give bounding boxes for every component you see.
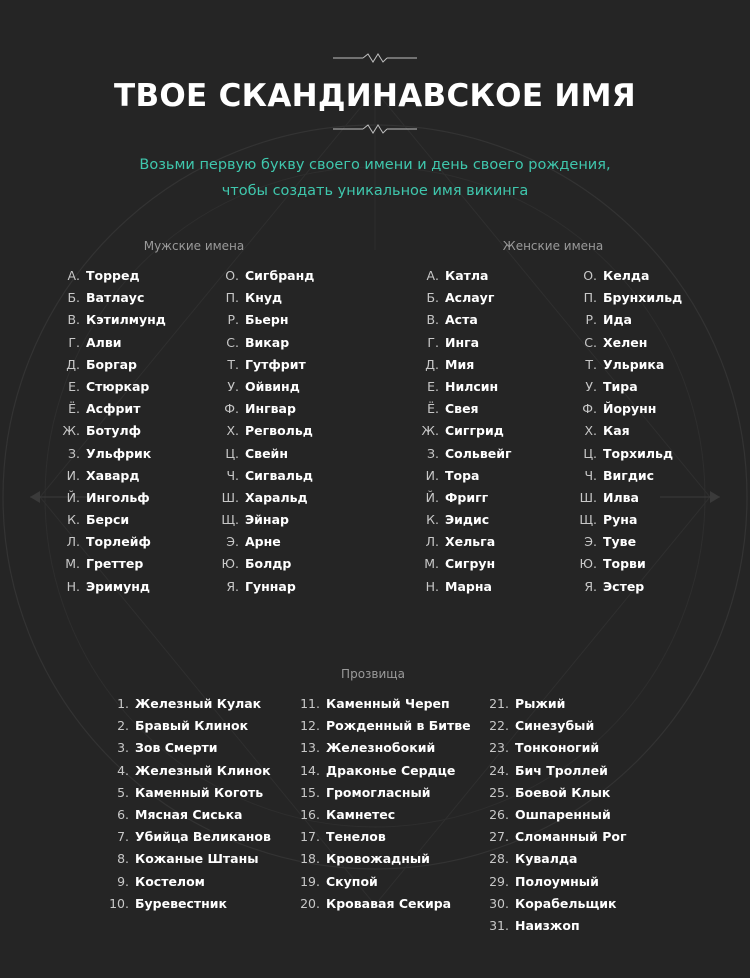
list-item: [575, 265, 682, 287]
item-name: Сиггрид: [445, 423, 504, 439]
item-name: Свейн: [245, 445, 288, 461]
item-name: Торви: [603, 556, 646, 572]
item-marker: Ц.: [583, 445, 597, 461]
item-name: Скупой: [326, 873, 378, 889]
list-item: [417, 398, 512, 420]
item-marker: Л.: [66, 534, 80, 550]
male-names-column-2: [217, 265, 314, 598]
list-item: [292, 826, 471, 848]
item-marker: 17.: [300, 829, 320, 845]
list-item: [575, 576, 682, 598]
item-name: Ватлаус: [86, 290, 145, 306]
list-item: [481, 782, 627, 804]
item-marker: Ё.: [68, 401, 80, 417]
item-marker: К.: [426, 512, 439, 528]
item-marker: Н.: [425, 578, 439, 594]
item-marker: 24.: [489, 762, 509, 778]
item-marker: 1.: [117, 696, 129, 711]
item-marker: Ю.: [221, 556, 239, 572]
item-marker: 16.: [300, 806, 320, 822]
list-item: [101, 737, 271, 759]
item-name: Мия: [445, 356, 475, 372]
item-name: Гуннар: [245, 578, 296, 594]
list-item: [417, 309, 512, 331]
list-item: [58, 420, 166, 442]
item-marker: И.: [66, 467, 80, 483]
list-item: [101, 760, 271, 782]
list-item: [101, 826, 271, 848]
item-name: Алви: [86, 334, 122, 350]
item-name: Вигдис: [603, 467, 655, 483]
item-marker: У.: [227, 378, 239, 394]
item-marker: П.: [583, 290, 597, 306]
item-marker: И.: [425, 467, 439, 483]
item-name: Ошпаренный: [515, 806, 611, 822]
item-name: Ида: [603, 312, 632, 328]
list-item: [292, 693, 471, 715]
list-item: [217, 354, 314, 376]
item-name: Эстер: [603, 578, 645, 594]
item-name: Харальд: [245, 489, 308, 505]
list-item: [575, 309, 682, 331]
item-marker: 7.: [117, 829, 129, 845]
item-marker: А.: [426, 268, 439, 283]
item-name: Илва: [603, 489, 639, 505]
item-name: Мясная Сиська: [135, 806, 243, 822]
list-item: [58, 287, 166, 309]
list-item: [217, 443, 314, 465]
item-marker: Е.: [68, 378, 80, 394]
item-name: Каменный Череп: [326, 696, 450, 711]
item-marker: С.: [584, 334, 597, 350]
item-marker: 27.: [489, 829, 509, 845]
list-item: [292, 715, 471, 737]
item-marker: Т.: [227, 356, 239, 372]
list-item: [217, 332, 314, 354]
item-marker: М.: [65, 556, 80, 572]
item-marker: Ю.: [579, 556, 597, 572]
list-item: [292, 871, 471, 893]
list-item: [58, 398, 166, 420]
list-item: [101, 848, 271, 870]
item-name: Сольвейг: [445, 445, 512, 461]
item-name: Катла: [445, 268, 489, 283]
item-name: Кровавая Секира: [326, 895, 452, 911]
list-item: [575, 531, 682, 553]
item-marker: 22.: [489, 718, 509, 734]
list-item: [217, 553, 314, 575]
list-item: [292, 848, 471, 870]
item-marker: 20.: [300, 895, 320, 911]
item-marker: Ц.: [225, 445, 239, 461]
list-item: [217, 376, 314, 398]
item-marker: Ш.: [579, 489, 597, 505]
list-item: [58, 354, 166, 376]
item-name: Кровожадный: [326, 851, 430, 867]
list-item: [481, 693, 627, 715]
list-item: [481, 893, 627, 915]
list-item: [217, 465, 314, 487]
list-item: [101, 693, 271, 715]
list-item: [481, 737, 627, 759]
item-name: Кнуд: [245, 290, 283, 306]
item-name: Ульрика: [603, 356, 665, 372]
item-name: Громогласный: [326, 784, 431, 800]
list-item: [417, 576, 512, 598]
item-name: Регвольд: [245, 423, 313, 439]
item-name: Свея: [445, 401, 479, 417]
list-item: [292, 782, 471, 804]
item-marker: Д.: [425, 356, 439, 372]
list-item: [575, 420, 682, 442]
bottom-ornament: [333, 123, 417, 135]
item-name: Инга: [445, 334, 480, 350]
female-names-column-1: [417, 265, 512, 598]
item-marker: 8.: [117, 851, 129, 867]
list-item: [417, 265, 512, 287]
item-name: Убийца Великанов: [135, 829, 271, 845]
item-marker: Б.: [426, 290, 439, 306]
list-item: [101, 782, 271, 804]
top-ornament: [333, 52, 417, 64]
item-marker: 14.: [300, 762, 320, 778]
item-name: Камнетес: [326, 806, 396, 822]
list-item: [417, 509, 512, 531]
list-item: [217, 398, 314, 420]
item-marker: 9.: [117, 873, 129, 889]
item-name: Эйнар: [245, 512, 289, 528]
item-marker: О.: [225, 268, 239, 283]
item-name: Железный Клинок: [135, 762, 271, 778]
item-name: Фригг: [445, 489, 489, 505]
item-marker: Э.: [584, 534, 597, 550]
list-item: [417, 465, 512, 487]
item-name: Торред: [86, 268, 140, 283]
item-name: Рыжий: [515, 696, 566, 711]
list-item: [58, 332, 166, 354]
list-item: [481, 826, 627, 848]
nicknames-column-1: [101, 693, 271, 915]
item-marker: 28.: [489, 851, 509, 867]
list-item: [417, 332, 512, 354]
item-marker: 13.: [300, 740, 320, 756]
list-item: [58, 465, 166, 487]
item-marker: Ж.: [62, 423, 80, 439]
item-name: Викар: [245, 334, 290, 350]
item-name: Зов Смерти: [135, 740, 218, 756]
list-item: [101, 871, 271, 893]
item-marker: Й.: [66, 489, 80, 505]
item-name: Берси: [86, 512, 130, 528]
item-marker: Ч.: [584, 467, 597, 483]
item-marker: Й.: [425, 489, 439, 505]
item-name: Эидис: [445, 512, 490, 528]
list-item: [575, 553, 682, 575]
item-marker: З.: [68, 445, 80, 461]
item-name: Келда: [603, 268, 650, 283]
item-marker: Э.: [226, 534, 239, 550]
item-name: Полоумный: [515, 873, 599, 889]
item-name: Нилсин: [445, 378, 499, 394]
item-marker: Я.: [226, 578, 239, 594]
list-item: [58, 509, 166, 531]
subtitle-line-1: Возьми первую букву своего имени и день своего рождения,: [139, 157, 611, 173]
item-marker: Н.: [66, 578, 80, 594]
item-marker: 21.: [489, 696, 509, 711]
list-item: [217, 265, 314, 287]
item-marker: Р.: [227, 312, 239, 328]
item-marker: В.: [426, 312, 439, 328]
item-name: Ботулф: [86, 423, 142, 439]
list-item: [292, 804, 471, 826]
item-marker: Ф.: [224, 401, 239, 417]
item-marker: Т.: [585, 356, 597, 372]
item-marker: К.: [67, 512, 80, 528]
nicknames-column-3: [481, 693, 627, 937]
item-name: Гутфрит: [245, 356, 306, 372]
item-name: Хелен: [603, 334, 648, 350]
item-name: Боргар: [86, 356, 137, 372]
item-name: Стюркар: [86, 378, 150, 394]
item-name: Ульфрик: [86, 445, 152, 461]
item-marker: У.: [585, 378, 597, 394]
item-marker: 19.: [300, 873, 320, 889]
item-marker: Х.: [226, 423, 239, 439]
list-item: [292, 737, 471, 759]
item-marker: 26.: [489, 806, 509, 822]
nicknames-column-2: [292, 693, 471, 915]
list-item: [481, 915, 627, 937]
list-item: [481, 715, 627, 737]
item-marker: В.: [67, 312, 80, 328]
item-name: Сигвальд: [245, 467, 313, 483]
item-marker: Г.: [68, 334, 80, 350]
list-item: [292, 760, 471, 782]
list-item: [217, 531, 314, 553]
list-item: [575, 487, 682, 509]
list-item: [575, 332, 682, 354]
item-marker: Я.: [584, 578, 597, 594]
item-name: Тора: [445, 467, 480, 483]
list-item: [417, 420, 512, 442]
item-marker: М.: [424, 556, 439, 572]
item-marker: Е.: [427, 378, 439, 394]
item-name: Ойвинд: [245, 378, 300, 394]
item-marker: Р.: [585, 312, 597, 328]
item-marker: 23.: [489, 740, 509, 756]
item-marker: П.: [225, 290, 239, 306]
item-marker: 5.: [117, 784, 129, 800]
item-marker: Ж.: [421, 423, 439, 439]
list-item: [417, 287, 512, 309]
list-item: [217, 287, 314, 309]
list-item: [575, 398, 682, 420]
item-marker: 29.: [489, 873, 509, 889]
list-item: [58, 576, 166, 598]
item-name: Бич Троллей: [515, 762, 608, 778]
list-item: [217, 576, 314, 598]
list-item: [217, 420, 314, 442]
nicknames-heading: Прозвища: [341, 667, 405, 681]
item-name: Хавард: [86, 467, 140, 483]
list-item: [481, 804, 627, 826]
list-item: [481, 760, 627, 782]
item-marker: 30.: [489, 895, 509, 911]
list-item: [58, 553, 166, 575]
item-name: Буревестник: [135, 895, 228, 911]
item-name: Сломанный Рог: [515, 829, 627, 845]
item-name: Тенелов: [326, 829, 386, 845]
list-item: [575, 287, 682, 309]
list-item: [58, 376, 166, 398]
item-name: Железный Кулак: [135, 696, 262, 711]
item-marker: Щ.: [579, 512, 597, 528]
list-item: [217, 487, 314, 509]
item-marker: Х.: [584, 423, 597, 439]
item-name: Эримунд: [86, 578, 150, 594]
item-marker: Ф.: [582, 401, 597, 417]
item-marker: 10.: [109, 895, 129, 911]
item-name: Синезубый: [515, 718, 595, 734]
item-marker: 25.: [489, 784, 509, 800]
item-marker: О.: [583, 268, 597, 283]
item-marker: Ш.: [221, 489, 239, 505]
list-item: [575, 509, 682, 531]
item-name: Аслауг: [445, 290, 495, 306]
item-name: Брунхильд: [603, 290, 683, 306]
list-item: [101, 715, 271, 737]
subtitle: [0, 152, 750, 204]
item-name: Рожденный в Битве: [326, 718, 471, 734]
item-name: Асфрит: [86, 401, 141, 417]
list-item: [58, 487, 166, 509]
item-name: Железнобокий: [326, 740, 436, 756]
item-marker: 6.: [117, 806, 129, 822]
list-item: [217, 309, 314, 331]
item-name: Кувалда: [515, 851, 578, 867]
item-marker: З.: [427, 445, 439, 461]
item-name: Сигрун: [445, 556, 496, 572]
item-marker: 31.: [489, 917, 509, 933]
male-names-column-1: [58, 265, 166, 598]
item-marker: 4.: [117, 762, 129, 778]
item-name: Ингольф: [86, 489, 150, 505]
item-marker: Б.: [67, 290, 80, 306]
list-item: [58, 309, 166, 331]
item-name: Корабельщик: [515, 895, 617, 911]
item-marker: 11.: [300, 696, 320, 711]
item-name: Костелом: [135, 873, 205, 889]
subtitle-line-2: чтобы создать уникальное имя викинга: [221, 183, 529, 199]
item-name: Болдр: [245, 556, 292, 572]
item-name: Хельга: [445, 534, 496, 550]
item-name: Туве: [603, 534, 637, 550]
list-item: [292, 893, 471, 915]
item-name: Боевой Клык: [515, 784, 611, 800]
list-item: [575, 376, 682, 398]
item-name: Йорунн: [603, 401, 657, 417]
item-marker: 18.: [300, 851, 320, 867]
item-name: Руна: [603, 512, 638, 528]
item-marker: 12.: [300, 718, 320, 734]
item-name: Аста: [445, 312, 478, 328]
item-marker: Ч.: [226, 467, 239, 483]
item-marker: Д.: [66, 356, 80, 372]
item-marker: С.: [226, 334, 239, 350]
list-item: [575, 354, 682, 376]
item-name: Греттер: [86, 556, 144, 572]
list-item: [101, 893, 271, 915]
item-name: Тонконогий: [515, 740, 600, 756]
list-item: [417, 376, 512, 398]
item-name: Арне: [245, 534, 281, 550]
item-name: Бьерн: [245, 312, 289, 328]
item-name: Сигбранд: [245, 268, 315, 283]
list-item: [575, 443, 682, 465]
page-title: ТВОЕ СКАНДИНАВСКОЕ ИМЯ: [114, 78, 636, 114]
item-name: Драконье Сердце: [326, 762, 456, 778]
list-item: [217, 509, 314, 531]
item-name: Кожаные Штаны: [135, 851, 259, 867]
list-item: [417, 443, 512, 465]
male-names-heading: Мужские имена: [143, 239, 245, 253]
list-item: [417, 487, 512, 509]
item-name: Бравый Клинок: [135, 718, 249, 734]
list-item: [417, 553, 512, 575]
item-name: Наизжоп: [515, 917, 580, 933]
item-name: Ингвар: [245, 401, 296, 417]
list-item: [58, 531, 166, 553]
list-item: [417, 354, 512, 376]
item-name: Торхильд: [603, 445, 674, 461]
item-marker: Ё.: [427, 401, 439, 417]
list-item: [417, 531, 512, 553]
item-marker: 2.: [117, 718, 129, 734]
item-marker: 3.: [117, 740, 129, 756]
list-item: [575, 465, 682, 487]
item-marker: Г.: [427, 334, 439, 350]
list-item: [58, 265, 166, 287]
item-name: Торлейф: [86, 534, 151, 550]
list-item: [481, 871, 627, 893]
female-names-column-2: [575, 265, 682, 598]
item-marker: Щ.: [221, 512, 239, 528]
item-name: Марна: [445, 578, 492, 594]
list-item: [481, 848, 627, 870]
item-marker: Л.: [425, 534, 439, 550]
item-marker: А.: [67, 268, 80, 283]
female-names-heading: Женские имена: [502, 239, 604, 253]
item-name: Тира: [603, 378, 638, 394]
item-marker: 15.: [300, 784, 320, 800]
item-name: Каменный Коготь: [135, 784, 264, 800]
item-name: Кэтилмунд: [86, 312, 166, 328]
list-item: [58, 443, 166, 465]
item-name: Кая: [603, 423, 630, 439]
list-item: [101, 804, 271, 826]
